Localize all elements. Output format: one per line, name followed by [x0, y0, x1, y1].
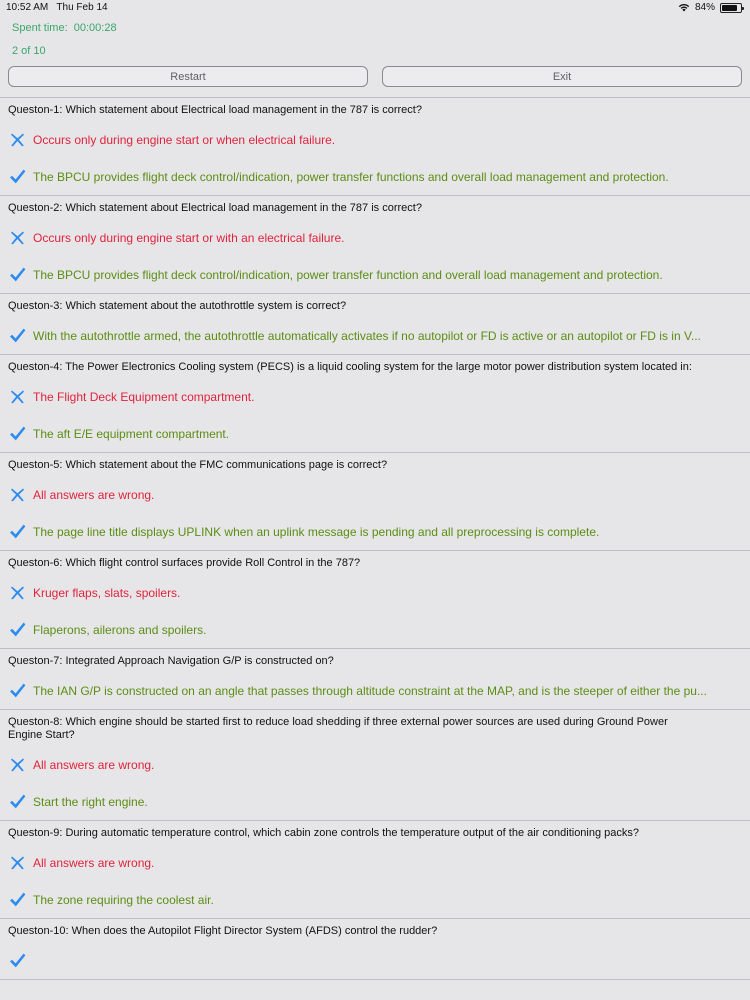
spent-time-label: Spent time: — [12, 22, 68, 34]
answer-text: The zone requiring the coolest air. — [33, 892, 214, 907]
exit-button[interactable]: Exit — [382, 66, 742, 87]
status-right — [678, 2, 742, 13]
correct-answer-row[interactable] — [0, 783, 750, 820]
wifi-icon — [678, 3, 690, 12]
question-item — [0, 196, 750, 294]
cross-icon — [9, 584, 26, 601]
wrong-answer-row[interactable] — [0, 219, 750, 256]
question-item — [0, 453, 750, 551]
question-text: Queston-3: Which statement about the autothrottle system is correct? — [8, 300, 347, 312]
answer-text: Occurs only during engine start or with an electrical failure. — [33, 230, 345, 245]
status-time: 10:52 AM — [6, 2, 49, 13]
answer-text: The BPCU provides flight deck control/indication, power transfer functions and overall load management and protection. — [33, 169, 669, 184]
status-time-date — [6, 2, 108, 13]
answer-text: The BPCU provides flight deck control/indication, power transfer function and overall load management and protection. — [33, 267, 663, 282]
answer-text: The page line title displays UPLINK when an uplink message is pending and all preprocessing is complete. — [33, 524, 600, 539]
checkmark-icon — [9, 266, 26, 283]
wrong-answer-row[interactable] — [0, 121, 750, 158]
question-item — [0, 98, 750, 196]
wrong-answer-row[interactable] — [0, 378, 750, 415]
correct-answer-row[interactable] — [0, 611, 750, 648]
restart-button[interactable]: Restart — [8, 66, 368, 87]
answer-text: All answers are wrong. — [33, 487, 155, 502]
correct-answer-row[interactable] — [0, 256, 750, 293]
battery-icon — [720, 3, 742, 13]
answer-text: The IAN G/P is constructed on an angle that passes through altitude constraint at the MAP, and is the steeper of either the pu... — [33, 683, 707, 698]
question-text: Queston-2: Which statement about Electrical load management in the 787 is correct? — [8, 202, 422, 214]
cross-icon — [9, 229, 26, 246]
checkmark-icon — [9, 793, 26, 810]
question-list[interactable] — [0, 97, 750, 980]
battery-percent: 84% — [694, 2, 715, 13]
checkmark-icon — [9, 682, 26, 699]
checkmark-icon — [9, 523, 26, 540]
answer-text: The aft E/E equipment compartment. — [33, 426, 230, 441]
question-text: Queston-10: When does the Autopilot Flight Director System (AFDS) control the rudder? — [8, 925, 438, 937]
answer-text: With the autothrottle armed, the autothrottle automatically activates if no autopilot or FD is active or an autopilot or FD is in V... — [33, 328, 701, 343]
checkmark-icon — [9, 327, 26, 344]
answer-text: All answers are wrong. — [33, 855, 155, 870]
answer-text: Start the right engine. — [33, 794, 148, 809]
checkmark-icon — [9, 425, 26, 442]
wrong-answer-row[interactable] — [0, 844, 750, 881]
question-text: Queston-1: Which statement about Electrical load management in the 787 is correct? — [8, 104, 422, 116]
question-item — [0, 294, 750, 355]
checkmark-icon — [9, 168, 26, 185]
spent-time — [12, 22, 117, 34]
spent-time-value: 00:00:28 — [73, 22, 117, 34]
wrong-answer-row[interactable] — [0, 574, 750, 611]
cross-icon — [9, 131, 26, 148]
question-item — [0, 821, 750, 919]
checkmark-icon — [9, 952, 26, 969]
correct-answer-row[interactable] — [0, 415, 750, 452]
checkmark-icon — [9, 621, 26, 638]
checkmark-icon — [9, 891, 26, 908]
question-item — [0, 710, 750, 821]
wrong-answer-row[interactable] — [0, 746, 750, 783]
correct-answer-row[interactable] — [0, 942, 750, 979]
correct-answer-row[interactable] — [0, 158, 750, 195]
answer-text: Occurs only during engine start or when electrical failure. — [33, 132, 336, 147]
status-bar — [0, 0, 750, 16]
correct-answer-row[interactable] — [0, 317, 750, 354]
question-text: Queston-6: Which flight control surfaces provide Roll Control in the 787? — [8, 557, 361, 569]
question-text: Queston-4: The Power Electronics Cooling system (PECS) is a liquid cooling system for the large motor power distribution system located in: — [8, 361, 692, 373]
status-date: Thu Feb 14 — [56, 2, 108, 13]
question-item — [0, 919, 750, 980]
cross-icon — [9, 854, 26, 871]
question-text: Queston-9: During automatic temperature control, which cabin zone controls the temperature output of the air conditioning packs? — [8, 827, 640, 839]
question-text: Queston-7: Integrated Approach Navigation G/P is constructed on? — [8, 655, 334, 667]
correct-answer-row[interactable] — [0, 881, 750, 918]
question-item — [0, 649, 750, 710]
question-item — [0, 551, 750, 649]
question-text: Queston-5: Which statement about the FMC communications page is correct? — [8, 459, 388, 471]
question-progress: 2 of 10 — [12, 45, 46, 57]
correct-answer-row[interactable] — [0, 672, 750, 709]
correct-answer-row[interactable] — [0, 513, 750, 550]
answer-text: The Flight Deck Equipment compartment. — [33, 389, 255, 404]
wrong-answer-row[interactable] — [0, 476, 750, 513]
question-text: Queston-8: Which engine should be started first to reduce load shedding if three external power sources are used during Ground Power Engine Start? — [8, 716, 668, 741]
answer-text: All answers are wrong. — [33, 757, 155, 772]
cross-icon — [9, 388, 26, 405]
answer-text: Kruger flaps, slats, spoilers. — [33, 585, 181, 600]
cross-icon — [9, 486, 26, 503]
question-item — [0, 355, 750, 453]
answer-text: Flaperons, ailerons and spoilers. — [33, 622, 207, 637]
cross-icon — [9, 756, 26, 773]
